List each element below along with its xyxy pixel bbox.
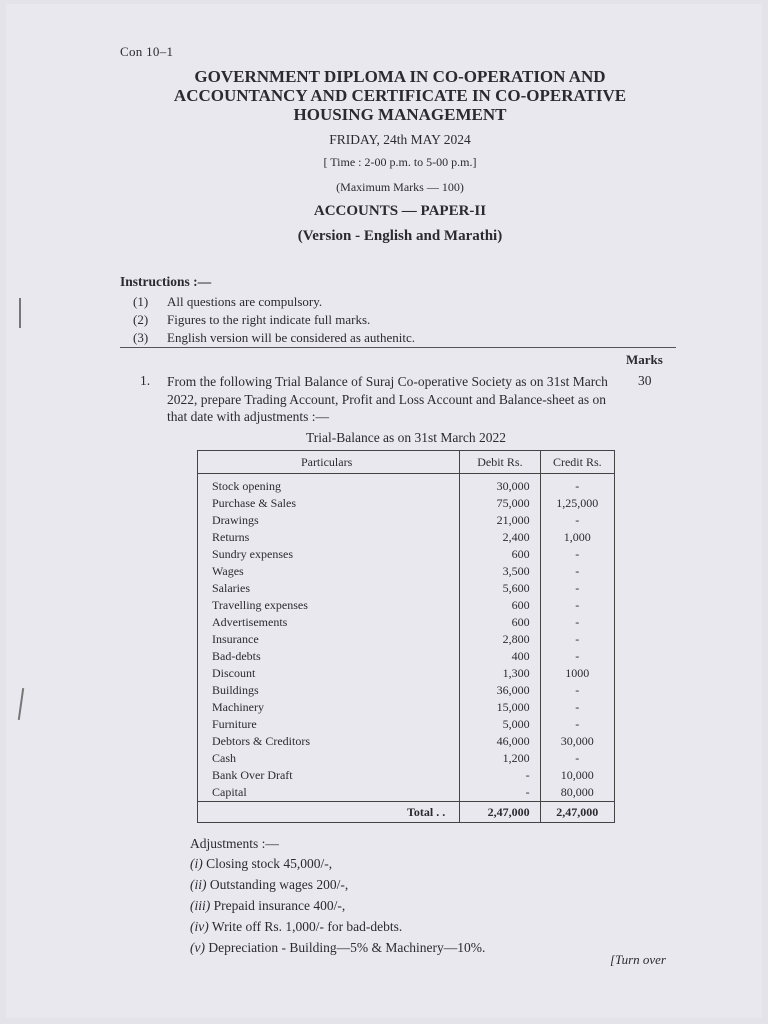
table-cell: -: [540, 614, 614, 631]
table-cell: 1,25,000: [540, 495, 614, 512]
table-cell: 5,000: [460, 716, 540, 733]
divider: [120, 347, 676, 348]
table-cell: 400: [460, 648, 540, 665]
table-row: [198, 699, 615, 716]
table-row: [198, 682, 615, 699]
table-cell: -: [540, 631, 614, 648]
table-cell: -: [540, 474, 614, 496]
table-cell: Stock opening: [198, 474, 460, 496]
table-row: [198, 648, 615, 665]
table-cell: 30,000: [540, 733, 614, 750]
exam-date: FRIDAY, 24th MAY 2024: [329, 132, 471, 147]
table-cell: 36,000: [460, 682, 540, 699]
table-row: [198, 665, 615, 682]
margin-mark: [19, 298, 21, 328]
table-cell: Machinery: [198, 699, 460, 716]
table-cell: -: [540, 716, 614, 733]
adjustments-heading: Adjustments :—: [190, 836, 279, 851]
paper-name: ACCOUNTS — PAPER-II: [313, 203, 487, 219]
table-row: [198, 529, 615, 546]
table-row: [198, 784, 615, 802]
adjustment-text: Depreciation - Building—5% & Machinery—10%.: [208, 940, 486, 955]
column-header: Particulars: [198, 451, 460, 474]
table-row: [198, 631, 615, 648]
table-cell: 30,000: [460, 474, 540, 496]
table-row: [198, 580, 615, 597]
table-row: [198, 474, 615, 496]
instruction-item: [133, 294, 322, 310]
table-cell: 15,000: [460, 699, 540, 716]
table-cell: 46,000: [460, 733, 540, 750]
table-cell: Advertisements: [198, 614, 460, 631]
exam-title-line-2: ACCOUNTANCY AND CERTIFICATE IN CO-OPERATIVE: [173, 86, 627, 105]
table-header-row: [198, 451, 615, 474]
table-cell: 1000: [540, 665, 614, 682]
adjustment-text: Write off Rs. 1,000/- for bad-debts.: [211, 919, 403, 934]
table-cell: -: [540, 648, 614, 665]
adjustment-text: Prepaid insurance 400/-,: [213, 898, 346, 913]
table-row: [198, 512, 615, 529]
adjustment-item: [190, 898, 345, 914]
instruction-item: [133, 312, 370, 328]
adjustment-item: [190, 856, 332, 872]
instruction-text: English version will be considered as authenitc.: [167, 330, 416, 345]
adjustment-number: (iv): [190, 919, 209, 934]
table-cell: 10,000: [540, 767, 614, 784]
adjustment-number: (i): [190, 856, 203, 871]
table-row: [198, 733, 615, 750]
table-cell: Salaries: [198, 580, 460, 597]
table-row: [198, 750, 615, 767]
instruction-text: Figures to the right indicate full marks.: [167, 312, 371, 327]
total-cell: Total . .: [198, 802, 460, 823]
table-row: [198, 597, 615, 614]
turn-over-note: [Turn over: [610, 952, 666, 967]
table-cell: 5,600: [460, 580, 540, 597]
table-cell: Discount: [198, 665, 460, 682]
total-cell: 2,47,000: [540, 802, 614, 823]
adjustment-item: [190, 919, 402, 935]
table-cell: Capital: [198, 784, 460, 802]
table-cell: 600: [460, 597, 540, 614]
instructions-heading: Instructions :—: [120, 274, 212, 289]
max-marks: (Maximum Marks — 100): [336, 180, 464, 194]
table-cell: Sundry expenses: [198, 546, 460, 563]
table-cell: -: [540, 699, 614, 716]
paper-version: (Version - English and Marathi): [297, 228, 503, 244]
table-cell: Furniture: [198, 716, 460, 733]
column-header: Credit Rs.: [540, 451, 614, 474]
instruction-number: (3): [133, 330, 149, 345]
table-cell: -: [540, 597, 614, 614]
table-cell: Returns: [198, 529, 460, 546]
table-cell: Cash: [198, 750, 460, 767]
table-cell: -: [540, 563, 614, 580]
table-cell: 1,200: [460, 750, 540, 767]
table-cell: -: [540, 546, 614, 563]
question-text: From the following Trial Balance of Suraj Co-operative Society as on 31st March 2022, prepare Trading Account, Profit and Loss Account and Balance-sheet as on that date with adjustments :—: [167, 374, 608, 424]
table-cell: Insurance: [198, 631, 460, 648]
table-cell: Travelling expenses: [198, 597, 460, 614]
table-cell: 21,000: [460, 512, 540, 529]
adjustment-item: [190, 877, 348, 893]
instruction-text: All questions are compulsory.: [167, 294, 323, 309]
adjustment-item: [190, 940, 485, 956]
table-row: [198, 614, 615, 631]
table-cell: -: [540, 580, 614, 597]
paper-code: Con 10–1: [120, 44, 174, 59]
exam-title-line-1: GOVERNMENT DIPLOMA IN CO-OPERATION AND: [194, 67, 606, 86]
table-cell: Buildings: [198, 682, 460, 699]
instruction-number: (1): [133, 294, 149, 309]
table-cell: 75,000: [460, 495, 540, 512]
adjustment-number: (v): [190, 940, 205, 955]
table-row: [198, 495, 615, 512]
table-row: [198, 563, 615, 580]
adjustment-text: Closing stock 45,000/-,: [206, 856, 333, 871]
table-cell: 80,000: [540, 784, 614, 802]
table-cell: 1,000: [540, 529, 614, 546]
table-cell: 1,300: [460, 665, 540, 682]
trial-balance-title: Trial-Balance as on 31st March 2022: [305, 430, 507, 445]
marks-heading: Marks: [626, 352, 663, 367]
adjustment-number: (ii): [190, 877, 207, 892]
table-row: [198, 716, 615, 733]
instruction-item: [133, 330, 415, 346]
adjustment-number: (iii): [190, 898, 211, 913]
table-cell: -: [460, 767, 540, 784]
instruction-number: (2): [133, 312, 149, 327]
table-cell: Bank Over Draft: [198, 767, 460, 784]
exam-title-line-3: HOUSING MANAGEMENT: [293, 105, 507, 124]
table-cell: 2,800: [460, 631, 540, 648]
table-cell: -: [540, 512, 614, 529]
question-number: 1.: [140, 373, 151, 388]
table-cell: Drawings: [198, 512, 460, 529]
exam-time: [ Time : 2-00 p.m. to 5-00 p.m.]: [323, 155, 477, 169]
table-cell: 600: [460, 614, 540, 631]
column-header: Debit Rs.: [460, 451, 540, 474]
table-cell: 3,500: [460, 563, 540, 580]
table-cell: Purchase & Sales: [198, 495, 460, 512]
table-row: [198, 767, 615, 784]
question-marks: 30: [638, 373, 652, 388]
table-cell: -: [540, 682, 614, 699]
trial-balance-table: [197, 450, 615, 823]
table-cell: Bad-debts: [198, 648, 460, 665]
table-total-row: [198, 802, 615, 823]
adjustment-text: Outstanding wages 200/-,: [209, 877, 349, 892]
table-cell: Debtors & Creditors: [198, 733, 460, 750]
total-cell: 2,47,000: [460, 802, 540, 823]
table-cell: -: [540, 750, 614, 767]
table-cell: Wages: [198, 563, 460, 580]
table-cell: 2,400: [460, 529, 540, 546]
table-cell: 600: [460, 546, 540, 563]
table-cell: -: [460, 784, 540, 802]
table-row: [198, 546, 615, 563]
